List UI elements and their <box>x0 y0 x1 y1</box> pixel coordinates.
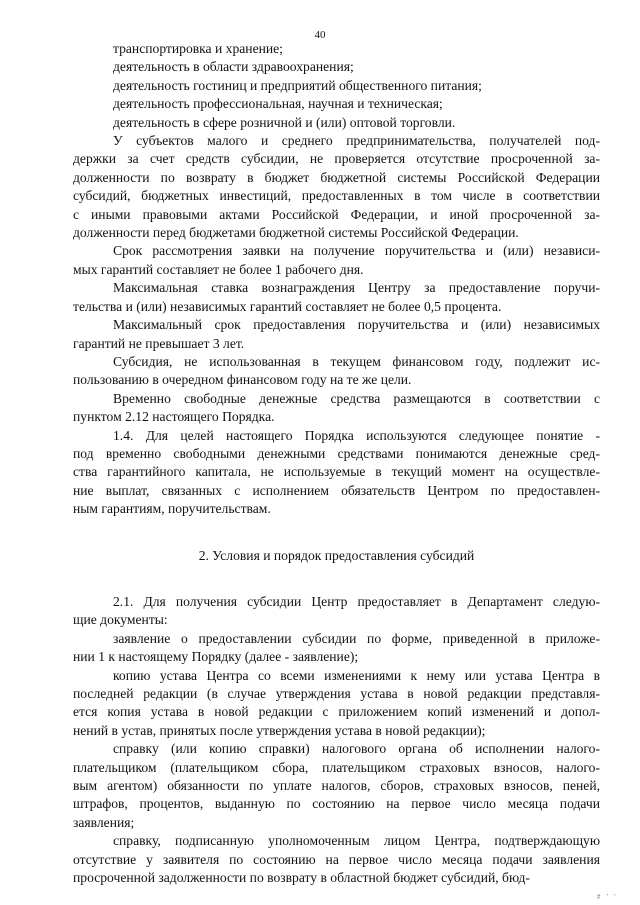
text-line: деятельность в области здравоохранения; <box>113 59 354 75</box>
text-line: ства гарантийного капитала, не используемые в текущий момент на осуществле- <box>73 464 600 480</box>
text-line: гарантий не превышает 3 лет. <box>73 335 245 351</box>
text-line: ется копия устава в новой редакции с приложением копий изменений и допол- <box>73 704 600 720</box>
paragraph-p7 <box>73 242 600 279</box>
text-line: 1.4. Для целей настоящего Порядка используются следующее понятие - <box>113 427 600 443</box>
text-line: Временно свободные денежные средства размещаются в соответствии с <box>113 390 600 406</box>
text-line: справку, подписанную уполномоченным лицом Центра, подтверждающую <box>113 833 600 849</box>
text-line: нений в устав, принятых после утверждения устава в новой редакции); <box>73 722 486 738</box>
text-line: плательщиком (плательщиком сбора, плательщиком страховых взносов, налого- <box>73 759 600 775</box>
text-line: последней редакции (в случае утверждения устава в новой редакции представля- <box>73 686 600 701</box>
text-line: тельства и (или) независимых гарантий составляет не более 0,5 процента. <box>73 298 502 314</box>
text-line: ние выплат, связанных с исполнением обязательств Центром по предоставлен- <box>73 482 600 498</box>
document-body <box>73 40 600 887</box>
paragraph-p1 <box>113 40 600 58</box>
section-heading: 2. Условия и порядок предоставления субсидий <box>198 547 475 563</box>
paragraph-p8 <box>73 279 600 316</box>
text-line: держки за счет средств субсидии, не проверяется отсутствие просроченной за- <box>73 151 600 167</box>
paragraph-q2 <box>73 630 600 667</box>
page-number: 40 <box>314 29 326 41</box>
text-line: отсутствие у заявителя по состоянию на первое число месяца подачи заявления <box>73 851 600 867</box>
text-line: пунктом 2.12 настоящего Порядка. <box>73 409 275 425</box>
text-line: нии 1 к настоящему Порядку (далее - заявление); <box>73 649 359 665</box>
text-line: деятельность гостиниц и предприятий общественного питания; <box>113 77 482 93</box>
paragraph-p2 <box>113 58 600 76</box>
text-line: 2.1. Для получения субсидии Центр предоставляет в Департамент следую- <box>113 593 600 609</box>
text-line: деятельность профессиональная, научная и техническая; <box>113 96 443 112</box>
text-line: субсидий, бюджетных инвестиций, предоставленных в том числе в соответствии <box>73 188 600 204</box>
text-line: долженности по возврату в бюджет бюджетной системы Российской Федерации <box>73 169 600 185</box>
paragraph-q5 <box>73 832 600 887</box>
scan-mark: # ’ ’ <box>596 893 618 901</box>
text-line: щие документы: <box>73 612 168 628</box>
text-line: Максимальная ставка вознаграждения Центру за предоставление поручи- <box>113 280 600 296</box>
text-line: штрафов, процентов, выданную по состоянию на первое число месяца подачи <box>73 796 600 812</box>
paragraph-p3 <box>113 77 600 95</box>
paragraph-p12 <box>73 427 600 519</box>
text-line: деятельность в сфере розничной и (или) оптовой торговли. <box>113 114 456 130</box>
paragraph-p4 <box>113 95 600 113</box>
paragraph-q4 <box>73 740 600 832</box>
text-line: долженности перед бюджетами бюджетной системы Российской Федерации. <box>73 225 519 241</box>
paragraph-p11 <box>73 390 600 427</box>
text-line: заявления; <box>73 814 135 830</box>
paragraph-p6 <box>73 132 600 242</box>
paragraph-p10 <box>73 353 600 390</box>
text-line: транспортировка и хранение; <box>113 41 283 56</box>
text-line: копию устава Центра со всеми изменениями к нему или устава Центра в <box>113 667 600 683</box>
text-line: ным гарантиям, поручительствам. <box>73 501 271 517</box>
text-line: просроченной задолженности по возврату в областной бюджет субсидий, бюд- <box>73 870 530 886</box>
text-line: мых гарантий составляет не более 1 рабочего дня. <box>73 261 364 277</box>
paragraph-p9 <box>73 316 600 353</box>
text-line: вым агентом) обязанности по уплате налогов, сборов, страховых взносов, пеней, <box>73 778 600 794</box>
paragraph-q1 <box>73 593 600 630</box>
paragraph-q3 <box>73 667 600 741</box>
text-line: под временно свободными денежными средствами понимаются денежные сред- <box>73 445 600 461</box>
text-line: справку (или копию справки) налогового органа об исполнении налого- <box>113 741 600 757</box>
text-line: пользованию в очередном финансовом году на те же цели. <box>73 372 412 388</box>
text-line: Срок рассмотрения заявки на получение поручительства и (или) независи- <box>113 243 600 259</box>
paragraph-p5 <box>113 114 600 132</box>
text-line: с иными правовыми актами Российской Федерации, и иной просроченной за- <box>73 206 600 222</box>
text-line: Максимальный срок предоставления поручительства и (или) независимых <box>113 317 600 333</box>
text-line: Субсидия, не использованная в текущем финансовом году, подлежит ис- <box>113 353 600 369</box>
text-line: заявление о предоставлении субсидии по форме, приведенной в приложе- <box>113 630 600 646</box>
text-line: У субъектов малого и среднего предпринимательства, получателей под- <box>113 133 600 149</box>
